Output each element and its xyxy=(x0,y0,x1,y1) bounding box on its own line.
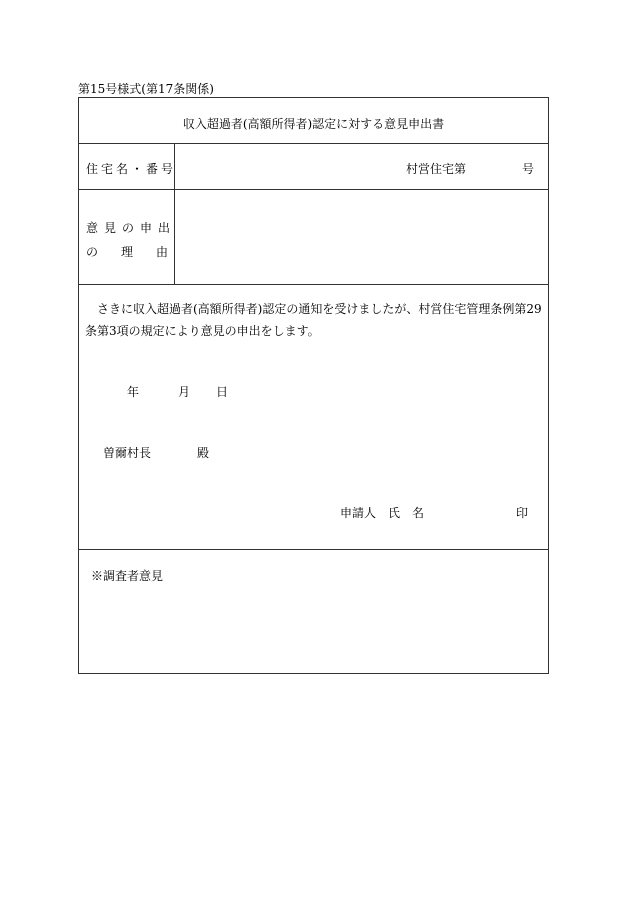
date-month: 月 xyxy=(178,385,191,399)
date-line xyxy=(127,383,228,400)
application-form xyxy=(78,97,549,674)
applicant-seal: 印 xyxy=(516,506,529,520)
reason-label-line1: 意見の申出 xyxy=(86,221,177,235)
applicant-name-label: 申請人 氏 名 xyxy=(340,506,425,520)
housing-number-suffix: 号 xyxy=(522,162,535,176)
form-number: 第15号様式(第17条関係) xyxy=(78,82,214,96)
reason-input-area[interactable] xyxy=(175,190,548,284)
statement-text: さきに収入超過者(高額所得者)認定の通知を受けましたが、村営住宅管理条例第29条第3項の規定により意見の申出をします。 xyxy=(85,302,542,338)
date-year: 年 xyxy=(127,385,140,399)
addressee-name: 曽爾村長 xyxy=(103,446,152,460)
date-day: 日 xyxy=(216,385,229,399)
reason-label-cell xyxy=(79,190,175,284)
reason-row xyxy=(79,190,548,285)
housing-label-cell xyxy=(79,144,175,189)
investigator-row xyxy=(79,550,548,673)
reason-label-part: 由 xyxy=(155,245,168,259)
addressee-honorific: 殿 xyxy=(197,446,210,460)
reason-label-line2 xyxy=(86,243,168,260)
reason-label-part: の xyxy=(86,245,99,259)
statement-row xyxy=(79,285,548,550)
housing-label: 住宅名・番号 xyxy=(86,162,177,176)
housing-row xyxy=(79,144,548,190)
reason-label-part: 理 xyxy=(120,245,133,259)
housing-value-field[interactable]: 村営住宅第 xyxy=(406,162,467,176)
investigator-opinion-label: ※調査者意見 xyxy=(91,569,164,583)
form-title-row xyxy=(79,98,548,144)
form-title: 収入超過者(高額所得者)認定に対する意見申出書 xyxy=(182,117,445,131)
